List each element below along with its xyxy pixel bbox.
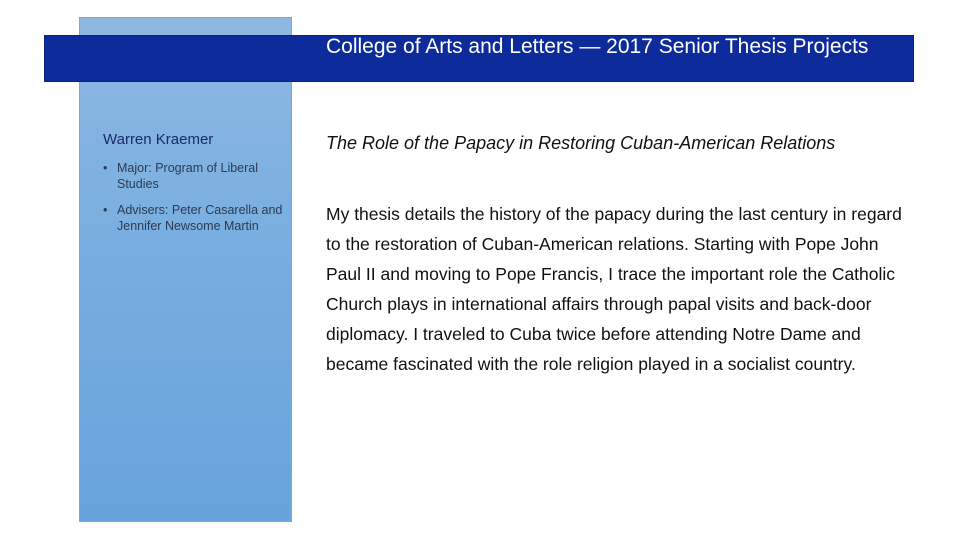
side-panel xyxy=(79,17,292,522)
slide-title: College of Arts and Letters — 2017 Senior Thesis Projects xyxy=(326,35,869,58)
student-name: Warren Kraemer xyxy=(103,131,214,148)
thesis-abstract: My thesis details the history of the papacy during the last century in regard to the restoration of Cuban-American relations. Starting with Pope John Paul II and moving to Pope Francis, I trace the important role the Catholic Church plays in international affairs through papal visits and back-door diplomacy. I traveled to Cuba twice before attending Notre Dame and became fascinated with the role religion played in a socialist country. xyxy=(326,204,902,374)
student-details-list xyxy=(103,160,283,244)
advisers-detail: • Advisers: Peter Casarella and Jennifer Newsome Martin xyxy=(103,202,283,234)
thesis-title: The Role of the Papacy in Restoring Cuban-American Relations xyxy=(326,133,836,153)
major-detail: • Major: Program of Liberal Studies xyxy=(103,160,283,192)
